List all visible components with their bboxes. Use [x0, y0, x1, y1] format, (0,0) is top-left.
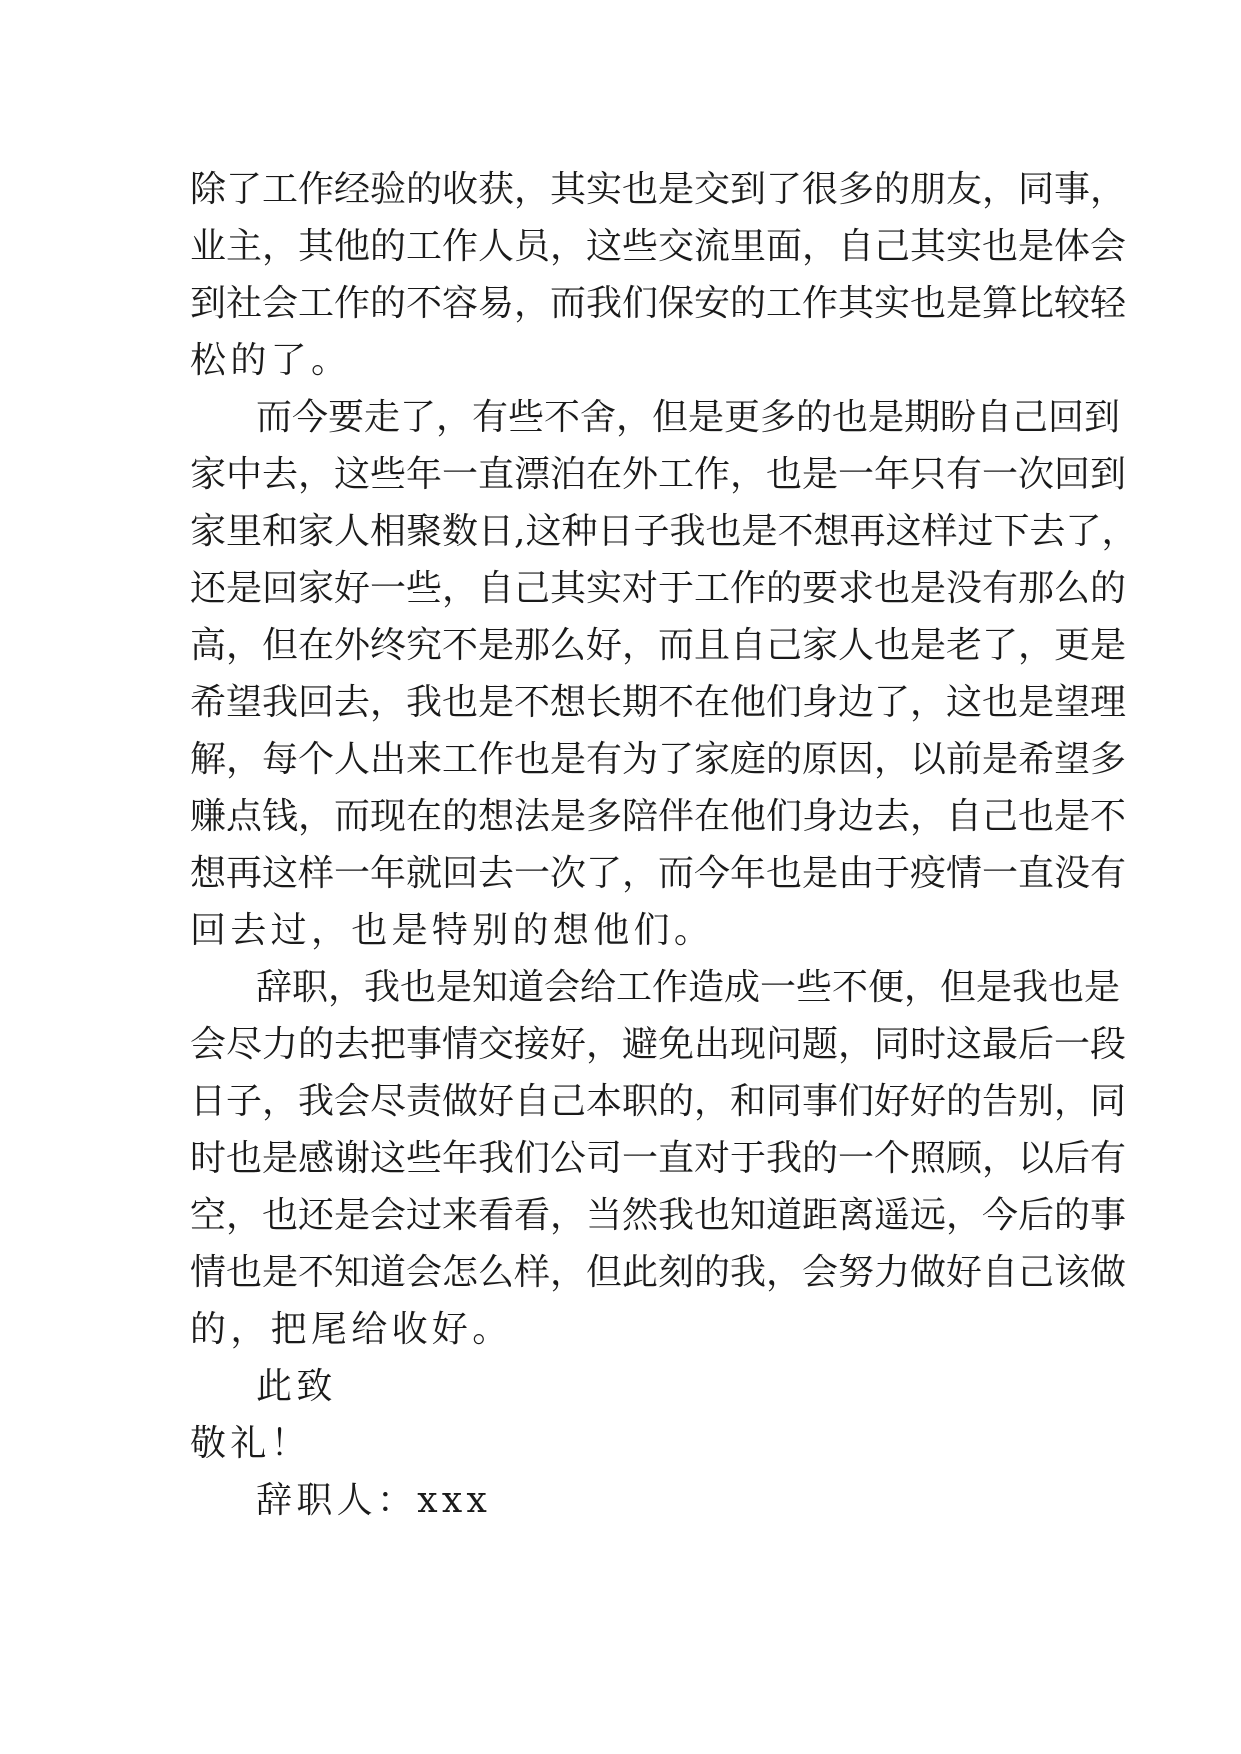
body-line: 而今要走了，有些不舍，但是更多的也是期盼自己回到 — [256, 397, 1121, 438]
body-line: 解，每个人出来工作也是有为了家庭的原因，以前是希望多 — [190, 739, 1127, 780]
body-line: 回去过，也是特别的想他们。 — [190, 910, 715, 951]
body-line: 还是回家好一些，自己其实对于工作的要求也是没有那么的 — [190, 568, 1127, 609]
body-line: 业主，其他的工作人员，这些交流里面，自己其实也是体会 — [190, 226, 1127, 267]
body-line: 除了工作经验的收获，其实也是交到了很多的朋友，同事， — [190, 169, 1127, 210]
body-line: 到社会工作的不容易，而我们保安的工作其实也是算比较轻 — [190, 283, 1127, 324]
body-line: 情也是不知道会怎么样，但此刻的我，会努力做好自己该做 — [190, 1252, 1127, 1293]
signature-line: 辞职人：xxx — [256, 1480, 492, 1521]
body-line: 松的了。 — [190, 340, 352, 381]
body-line: 高，但在外终究不是那么好，而且自己家人也是老了，更是 — [190, 625, 1127, 666]
closing-regards: 敬礼！ — [190, 1423, 311, 1464]
body-line: 想再这样一年就回去一次了，而今年也是由于疫情一直没有 — [190, 853, 1127, 894]
body-line: 家中去，这些年一直漂泊在外工作，也是一年只有一次回到 — [190, 454, 1127, 495]
body-line: 希望我回去，我也是不想长期不在他们身边了，这也是望理 — [190, 682, 1127, 723]
body-line: 家里和家人相聚数日,这种日子我也是不想再这样过下去了， — [190, 511, 1138, 552]
body-line: 赚点钱，而现在的想法是多陪伴在他们身边去，自己也是不 — [190, 796, 1127, 837]
body-line: 日子，我会尽责做好自己本职的，和同事们好好的告别，同 — [190, 1081, 1127, 1122]
body-line: 辞职，我也是知道会给工作造成一些不便，但是我也是 — [256, 967, 1121, 1008]
body-line: 空，也还是会过来看看，当然我也知道距离遥远，今后的事 — [190, 1195, 1127, 1236]
body-line: 时也是感谢这些年我们公司一直对于我的一个照顾，以后有 — [190, 1138, 1127, 1179]
body-line: 的，把尾给收好。 — [190, 1309, 513, 1350]
closing-salutation: 此致 — [256, 1366, 337, 1407]
body-line: 会尽力的去把事情交接好，避免出现问题，同时这最后一段 — [190, 1024, 1127, 1065]
